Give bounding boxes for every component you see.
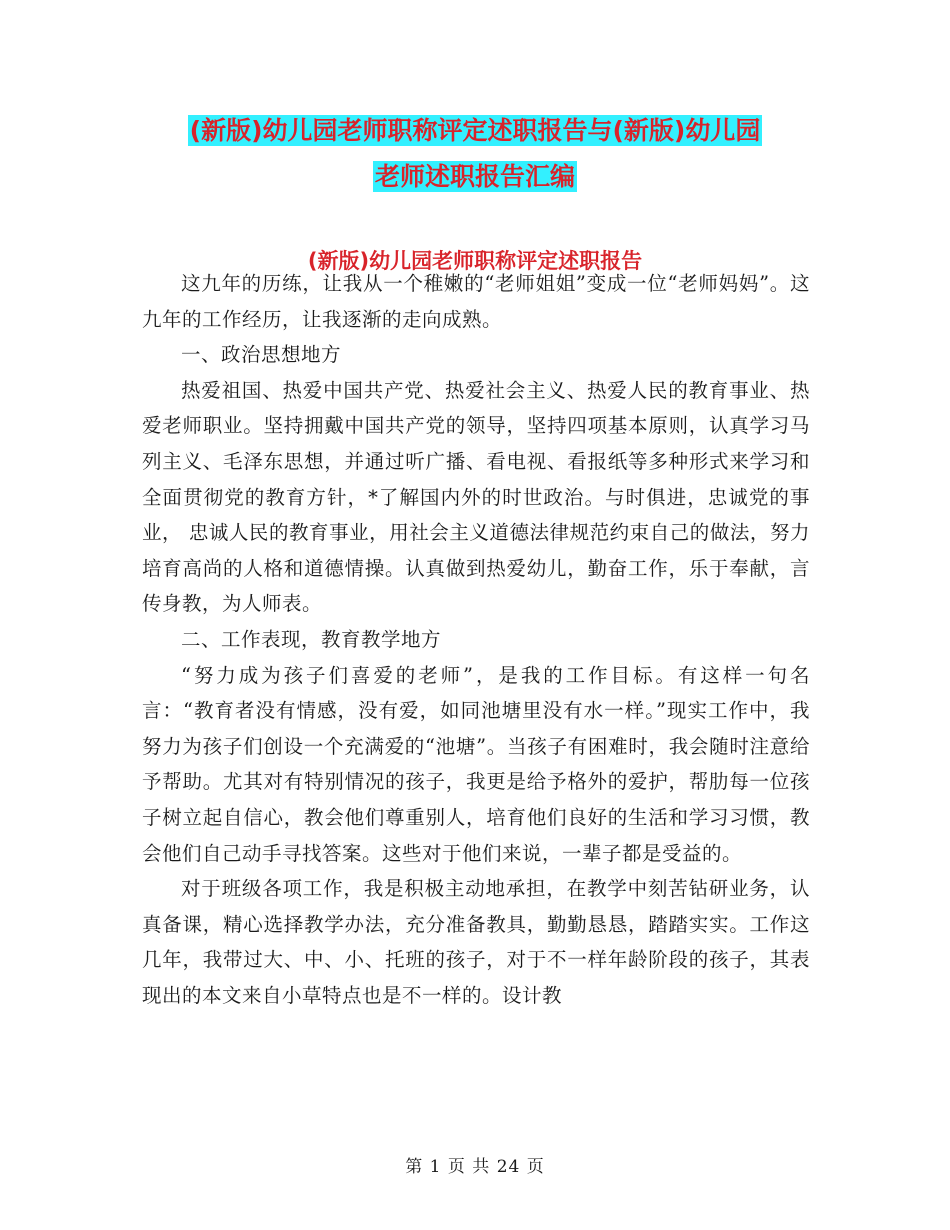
heading-politics: 一、政治思想地方 xyxy=(181,343,342,367)
paragraph-class-work: 对于班级各项工作，我是积极主动地承担，在教学中刻苦钻研业务，认真备课，精心选择教学办法，充分准备教具，勤勤恳恳，踏踏实实。工作这几年，我带过大、中、小、托班的孩子，对于不一样年龄阶段的孩子，其表现出的本文来自小草特点也是不一样的。设计教 xyxy=(142,877,810,1007)
page-number-footer: 第 1 页 共 24 页 xyxy=(405,1157,545,1177)
paragraph-intro: 这九年的历练，让我从一个稚嫩的“老师姐姐”变成一位“老师妈妈”。这九年的工作经历，让我逐渐的走向成熟。 xyxy=(142,272,810,331)
document-title xyxy=(140,108,810,200)
paragraph-politics: 热爱祖国、热爱中国共产党、热爱社会主义、热爱人民的教育事业、热爱老师职业。坚持拥戴中国共产党的领导，坚持四项基本原则，认真学习马列主义、毛泽东思想，并通过听广播、看电视、看报纸等多种形式来学习和全面贯彻党的教育方针，*了解国内外的时世政治。与时俱进，忠诚党的事业， 忠诚人民的教育事业，用社会主义道德法律规范约束自己的做法，努力培育高尚的人格和道德情操。认真做到热爱幼儿，勤奋工作，乐于奉献，言传身教，为人师表。 xyxy=(142,378,810,616)
heading-work: 二、工作表现，教育教学地方 xyxy=(181,627,442,651)
section-title: (新版)幼儿园老师职称评定述职报告 xyxy=(307,249,643,273)
document-title-line-1: (新版)幼儿园老师职称评定述职报告与(新版)幼儿园 xyxy=(189,116,761,145)
paragraph-work-goal: “努力成为孩子们喜爱的老师”，是我的工作目标。有这样一句名言：“教育者没有情感，没有爱，如同池塘里没有水一样。”现实工作中，我努力为孩子们创设一个充满爱的“池塘”。当孩子有困难时，我会随时注意给予帮助。尤其对有特别情况的孩子，我更是给予格外的爱护，帮肋每一位孩子树立起自信心，教会他们尊重别人，培育他们良好的生活和学习习惯，教会他们自己动手寻找答案。这些对于他们来说，一辈子都是受益的。 xyxy=(142,663,810,865)
document-body xyxy=(142,266,810,1013)
document-title-line-2: 老师述职报告汇编 xyxy=(374,162,575,191)
